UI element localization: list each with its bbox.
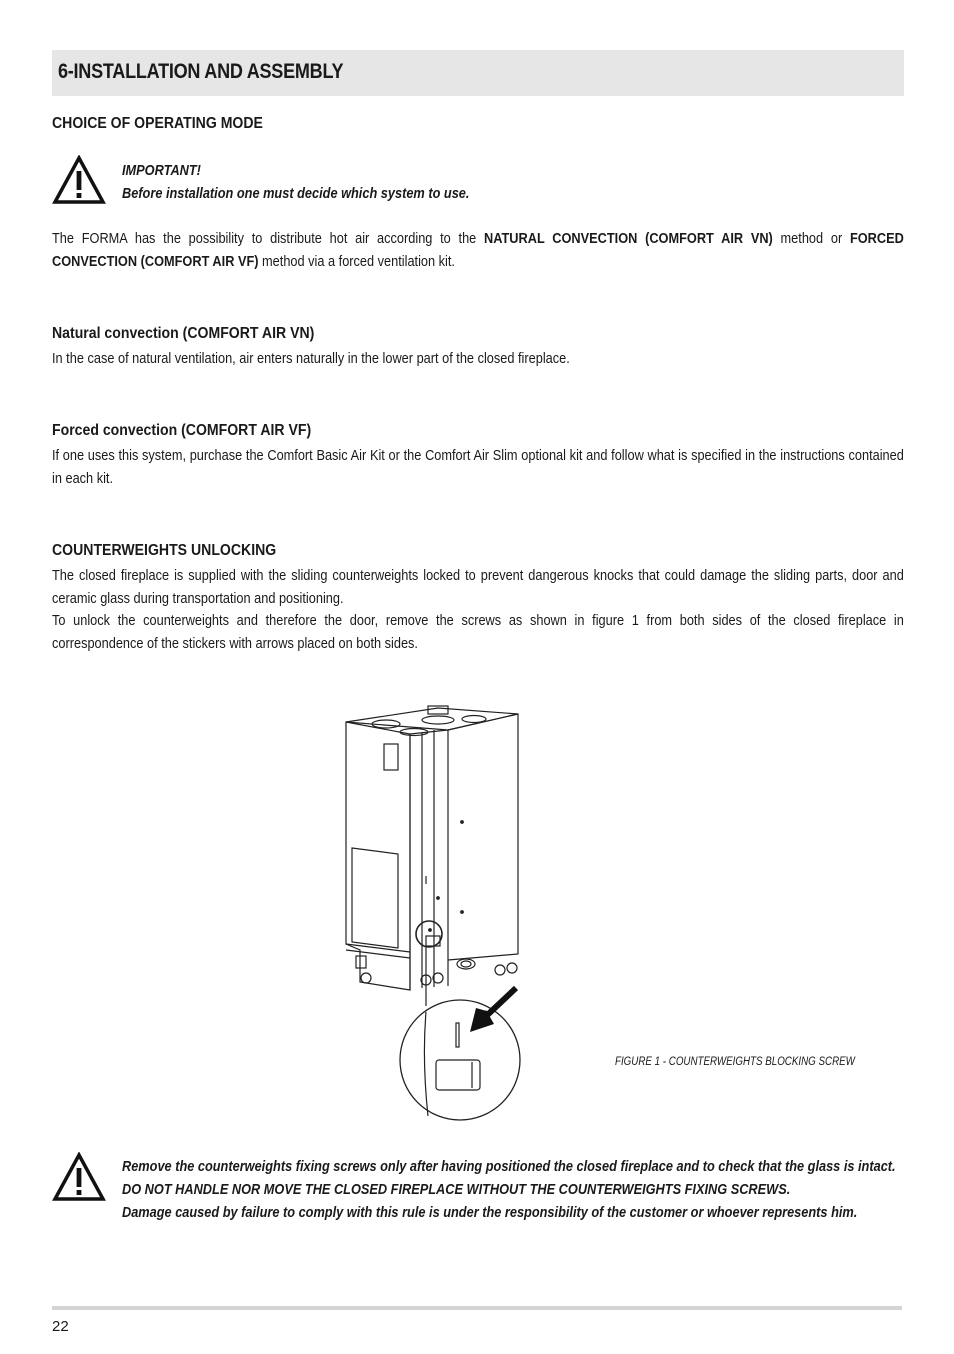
forced-text: If one uses this system, purchase the Comfort Basic Air Kit or the Comfort Air Slim optional kit and follow what is specified in the instructions contained in each kit. xyxy=(52,448,904,487)
intro-natural-bold: NATURAL CONVECTION (COMFORT AIR VN) xyxy=(484,231,773,247)
important-text: Before installation one must decide which system to use. xyxy=(122,186,470,202)
important-note xyxy=(122,160,905,206)
counterweights-warning xyxy=(122,1156,905,1225)
choice-heading: CHOICE OF OPERATING MODE xyxy=(52,115,263,132)
counterweights-heading: COUNTERWEIGHTS UNLOCKING xyxy=(52,542,277,559)
counterweights-para-1: The closed fireplace is supplied with the sliding counterweights locked to prevent dangerous knocks that could damage the sliding parts, door and ceramic glass during transportation and positioning. xyxy=(52,568,904,607)
warning-triangle-icon xyxy=(52,155,106,205)
warning-triangle-icon xyxy=(52,1152,106,1202)
section-header-bar xyxy=(52,50,904,96)
natural-heading: Natural convection (COMFORT AIR VN) xyxy=(52,325,315,342)
intro-forced-bold: FORCED CONVECTION (COMFORT AIR VF) xyxy=(52,231,904,270)
counterweights-para-2: To unlock the counterweights and therefore the door, remove the screws as shown in figure 1 from both sides of the closed fireplace in correspondence of the stickers with arrows placed on both sides. xyxy=(52,613,904,652)
intro-text-1: The FORMA has the possibility to distribute hot air according to the xyxy=(52,231,485,247)
warning-line-2: DO NOT HANDLE NOR MOVE THE CLOSED FIREPLACE WITHOUT THE COUNTERWEIGHTS FIXING SCREWS. xyxy=(122,1182,791,1198)
warning-line-1: Remove the counterweights fixing screws only after having positioned the closed fireplace and to check that the glass is intact. xyxy=(122,1159,896,1175)
page-number: 22 xyxy=(52,1318,69,1335)
section-title: 6-INSTALLATION AND ASSEMBLY xyxy=(58,60,344,83)
intro-text-3: method via a forced ventilation kit. xyxy=(258,253,455,270)
fireplace-figure xyxy=(338,688,528,1124)
important-label: IMPORTANT! xyxy=(122,163,201,179)
footer-rule xyxy=(52,1306,902,1310)
choice-intro xyxy=(52,228,904,273)
figure-caption: FIGURE 1 - COUNTERWEIGHTS BLOCKING SCREW xyxy=(615,1056,855,1068)
intro-text-2: method or xyxy=(772,231,850,247)
natural-text: In the case of natural ventilation, air enters naturally in the lower part of the closed fireplace. xyxy=(52,351,570,367)
forced-heading: Forced convection (COMFORT AIR VF) xyxy=(52,422,312,439)
warning-line-3: Damage caused by failure to comply with this rule is under the responsibility of the customer or whoever represents him. xyxy=(122,1205,858,1221)
